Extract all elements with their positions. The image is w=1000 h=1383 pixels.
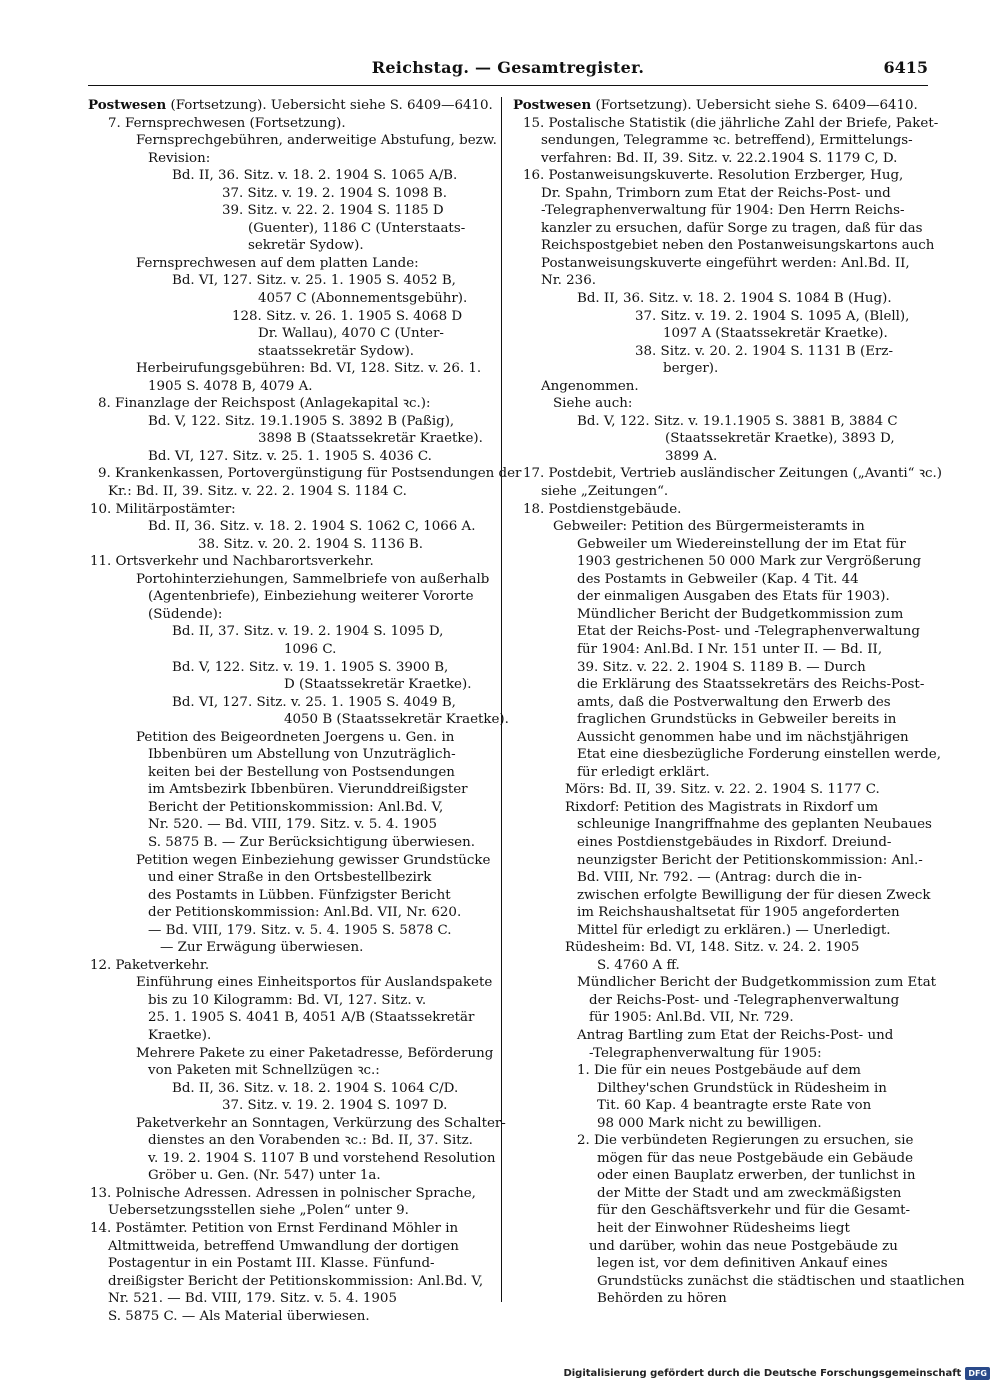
text-line: 39. Sitz. v. 22. 2. 1904 S. 1185 D <box>222 203 444 219</box>
text-line: der Petitionskommission: Anl.Bd. VII, Nr. 620. <box>148 905 462 921</box>
text-line: 17. Postdebit, Vertrieb ausländischer Zeitungen („Avanti“ ꝛc.) <box>523 466 943 482</box>
text-line: Bd. II, 37. Sitz. v. 19. 2. 1904 S. 1095 D, <box>172 624 444 640</box>
text-line: Rixdorf: Petition des Magistrats in Rixdorf um <box>565 799 879 815</box>
text-line: Kr.: Bd. II, 39. Sitz. v. 22. 2. 1904 S. 1184 C. <box>108 484 407 500</box>
text-line: und darüber, wohin das neue Postgebäude zu <box>589 1238 898 1254</box>
text-line: Uebersetzungsstellen siehe „Polen“ unter 9. <box>108 1203 409 1219</box>
text-line: Bd. V, 122. Sitz. 19.1.1905 S. 3892 B (Paßig), <box>148 413 455 429</box>
text-line: sendungen, Telegramme ꝛc. betreffend), Ermittelungs- <box>541 133 913 149</box>
text-line: Postwesen (Fortsetzung). Uebersicht siehe S. 6409—6410. <box>88 97 493 113</box>
text-line: Gröber u. Gen. (Nr. 547) unter 1a. <box>148 1168 381 1184</box>
text-line: Mehrere Pakete zu einer Paketadresse, Beförderung <box>136 1045 494 1061</box>
text-line: Dr. Spahn, Trimborn zum Etat der Reichs-Post- und <box>541 185 891 201</box>
text-line: Ibbenbüren um Abstellung von Unzuträglich- <box>148 747 456 763</box>
text-line: Bd. II, 36. Sitz. v. 18. 2. 1904 S. 1062 C, 1066 A. <box>148 519 476 535</box>
text-line: 37. Sitz. v. 19. 2. 1904 S. 1097 D. <box>222 1098 448 1114</box>
text-line: (Guenter), 1186 C (Unterstaats- <box>248 220 466 236</box>
text-line: im Reichshaushaltsetat für 1905 angeforderten <box>577 905 900 921</box>
text-line: 3899 A. <box>665 448 718 464</box>
text-line: der einmaligen Ausgaben des Etats für 1903). <box>577 589 890 605</box>
text-line: Behörden zu hören <box>597 1291 727 1307</box>
text-line: — Bd. VIII, 179. Sitz. v. 5. 4. 1905 S. 5878 C. <box>148 922 452 938</box>
text-line: 16. Postanweisungskuverte. Resolution Erzberger, Hug, <box>523 168 904 184</box>
text-line: Fernsprechwesen auf dem platten Lande: <box>136 255 419 271</box>
left-column <box>88 97 522 1325</box>
text-line: Siehe auch: <box>553 396 633 412</box>
text-line: 1097 A (Staatssekretär Kraetke). <box>663 326 888 342</box>
text-line: Bd. II, 36. Sitz. v. 18. 2. 1904 S. 1084 B (Hug). <box>577 291 892 307</box>
text-line: kanzler zu ersuchen, dafür Sorge zu tragen, daß für das <box>541 220 923 236</box>
text-line: des Postamts in Lübben. Fünfzigster Bericht <box>148 887 451 903</box>
text-line: Mündlicher Bericht der Budgetkommission zum Etat <box>577 975 937 991</box>
text-line: Bd. VI, 127. Sitz. v. 25. 1. 1905 S. 4036 C. <box>148 448 432 464</box>
text-line: 4057 C (Abonnementsgebühr). <box>258 291 468 307</box>
text-line: Postanweisungskuverte eingeführt werden: Anl.Bd. II, <box>541 255 910 271</box>
header-rule <box>88 85 928 86</box>
text-line: heit der Einwohner Rüdesheims liegt <box>597 1221 850 1236</box>
text-line: (Staatssekretär Kraetke), 3893 D, <box>665 431 895 447</box>
text-line: Revision: <box>148 150 211 166</box>
text-line: Gebweiler um Wiedereinstellung der im Etat für <box>577 536 906 552</box>
text-line: Aussicht genommen habe und im nächstjährigen <box>577 729 909 745</box>
text-line: dienstes an den Vorabenden ꝛc.: Bd. II, 37. Sitz. <box>148 1133 473 1149</box>
text-line: legen ist, vor dem definitiven Ankauf eines <box>597 1256 888 1272</box>
text-line: 11. Ortsverkehr und Nachbarortsverkehr. <box>90 554 374 570</box>
text-line: D (Staatssekretär Kraetke). <box>284 677 472 693</box>
text-line: Etat eine diesbezügliche Forderung einstellen werde, <box>577 747 941 763</box>
page-number: 6415 <box>883 58 928 77</box>
text-line: 10. Militärpostämter: <box>90 501 236 517</box>
text-line: Bd. V, 122. Sitz. v. 19.1.1905 S. 3881 B, 3884 C <box>577 413 898 429</box>
text-line: Nr. 520. — Bd. VIII, 179. Sitz. v. 5. 4. 1905 <box>148 817 437 833</box>
footer-credit <box>563 1367 990 1380</box>
text-line: -Telegraphenverwaltung für 1904: Den Herrn Reichs- <box>541 203 905 219</box>
text-line: Bd. II, 36. Sitz. v. 18. 2. 1904 S. 1064 C/D. <box>172 1080 459 1096</box>
text-line: Antrag Bartling zum Etat der Reichs-Post- und <box>577 1027 894 1043</box>
text-line: für erledigt erklärt. <box>577 764 710 780</box>
text-line: Bd. II, 36. Sitz. v. 18. 2. 1904 S. 1065 A/B. <box>172 168 458 184</box>
text-line: verfahren: Bd. II, 39. Sitz. v. 22.2.1904 S. 1179 C, D. <box>541 150 898 166</box>
dfg-logo-icon: DFG <box>965 1367 990 1380</box>
header-title: Reichstag. — Gesamtregister. <box>371 58 645 77</box>
text-line: 37. Sitz. v. 19. 2. 1904 S. 1095 A, (Blell), <box>635 308 910 324</box>
text-line: Paketverkehr an Sonntagen, Verkürzung des Schalter- <box>136 1115 506 1131</box>
text-line: S. 5875 B. — Zur Berücksichtigung überwiesen. <box>148 834 475 850</box>
text-line: 39. Sitz. v. 22. 2. 1904 S. 1189 B. — Durch <box>577 659 866 675</box>
text-line: (Südende): <box>148 606 223 622</box>
text-line: für 1905: Anl.Bd. VII, Nr. 729. <box>589 1010 794 1026</box>
text-line: bis zu 10 Kilogramm: Bd. VI, 127. Sitz. v. <box>148 992 427 1008</box>
text-line: Fernsprechgebühren, anderweitige Abstufung, bezw. <box>136 133 497 149</box>
text-line: Bericht der Petitionskommission: Anl.Bd. V, <box>148 799 444 815</box>
text-line: Etat der Reichs-Post- und -Telegraphenverwaltung <box>577 624 920 640</box>
text-line: Tit. 60 Kap. 4 beantragte erste Rate von <box>597 1098 872 1114</box>
text-line: 2. Die verbündeten Regierungen zu ersuchen, sie <box>577 1133 914 1149</box>
text-line: (Agentenbriefe), Einbeziehung weiterer Vororte <box>148 589 474 605</box>
text-line: berger). <box>663 361 719 377</box>
text-line: Bd. VI, 127. Sitz. v. 25. 1. 1905 S. 4049 B, <box>172 694 456 710</box>
text-line: zwischen erfolgte Bewilligung der für diesen Zweck <box>577 887 931 903</box>
text-line: 38. Sitz. v. 20. 2. 1904 S. 1136 B. <box>198 536 424 552</box>
text-line: 38. Sitz. v. 20. 2. 1904 S. 1131 B (Erz- <box>635 343 893 359</box>
text-line: 25. 1. 1905 S. 4041 B, 4051 A/B (Staatssekretär <box>148 1010 475 1026</box>
text-line: Bd. VIII, Nr. 792. — (Antrag: durch die in- <box>577 870 862 886</box>
text-line: 128. Sitz. v. 26. 1. 1905 S. 4068 D <box>232 308 463 324</box>
text-line: Altmittweida, betreffend Umwandlung der dortigen <box>108 1238 459 1254</box>
text-line: 9. Krankenkassen, Portovergünstigung für Postsendungen der <box>98 466 522 482</box>
text-line: Rüdesheim: Bd. VI, 148. Sitz. v. 24. 2. 1905 <box>565 940 860 956</box>
right-column <box>513 97 965 1308</box>
text-line: S. 4760 A ff. <box>597 957 680 973</box>
text-line: Mündlicher Bericht der Budgetkommission zum <box>577 606 904 622</box>
text-line: Dr. Wallau), 4070 C (Unter- <box>258 326 444 342</box>
text-line: mögen für das neue Postgebäude ein Gebäude <box>597 1150 914 1166</box>
text-line: 37. Sitz. v. 19. 2. 1904 S. 1098 B. <box>222 185 448 201</box>
text-line: des Postamts in Gebweiler (Kap. 4 Tit. 44 <box>577 571 859 587</box>
text-line: Bd. V, 122. Sitz. v. 19. 1. 1905 S. 3900 B, <box>172 659 449 675</box>
text-line: 14. Postämter. Petition von Ernst Ferdinand Möhler in <box>90 1221 459 1236</box>
text-line: 7. Fernsprechwesen (Fortsetzung). <box>108 115 346 131</box>
footer-text: Digitalisierung gefördert durch die Deutsche Forschungsgemeinschaft <box>563 1368 962 1379</box>
text-line: 18. Postdienstgebäude. <box>523 501 682 517</box>
text-line: dreißigster Bericht der Petitionskommission: Anl.Bd. V, <box>108 1273 484 1289</box>
text-line: 1. Die für ein neues Postgebäude auf dem <box>577 1063 862 1079</box>
text-line: von Paketen mit Schnellzügen ꝛc.: <box>148 1063 380 1079</box>
text-line: Reichspostgebiet neben den Postanweisungskartons auch <box>541 238 935 254</box>
text-line: Mörs: Bd. II, 39. Sitz. v. 22. 2. 1904 S. 1177 C. <box>565 782 880 798</box>
text-line: amts, daß die Postverwaltung den Erwerb des <box>577 694 891 710</box>
text-line: — Zur Erwägung überwiesen. <box>160 940 364 956</box>
text-line: für den Geschäftsverkehr und für die Gesamt- <box>597 1203 911 1219</box>
text-line: Kraetke). <box>148 1027 212 1043</box>
text-line: Gebweiler: Petition des Bürgermeisteramts in <box>553 519 865 535</box>
text-line: siehe „Zeitungen“. <box>541 484 669 500</box>
text-line: der Reichs-Post- und -Telegraphenverwaltung <box>589 992 900 1008</box>
text-line: 3898 B (Staatssekretär Kraetke). <box>258 431 483 447</box>
text-line: Postwesen (Fortsetzung). Uebersicht siehe S. 6409—6410. <box>513 97 918 113</box>
text-line: Herbeirufungsgebühren: Bd. VI, 128. Sitz. v. 26. 1. <box>136 361 482 377</box>
text-line: Mittel für erledigt zu erklären.) — Unerledigt. <box>577 922 891 938</box>
page-header <box>88 58 928 82</box>
text-line: 8. Finanzlage der Reichspost (Anlagekapital ꝛc.): <box>98 396 431 412</box>
text-line: Postagentur in ein Postamt III. Klasse. Fünfund- <box>108 1256 435 1272</box>
text-line: Einführung eines Einheitsportos für Auslandspakete <box>136 975 493 991</box>
text-line: Petition des Beigeordneten Joergens u. Gen. in <box>136 729 455 745</box>
text-line: 1905 S. 4078 B, 4079 A. <box>148 378 313 394</box>
text-line: und einer Straße in den Ortsbestellbezirk <box>148 870 432 886</box>
text-line: Grundstücks zunächst die städtischen und staatlichen <box>597 1273 965 1289</box>
text-line: für 1904: Anl.Bd. I Nr. 151 unter II. — Bd. II, <box>577 641 883 657</box>
text-line: staatssekretär Sydow). <box>258 343 415 359</box>
text-line: fraglichen Grundstücks in Gebweiler bereits in <box>577 712 897 728</box>
text-line: im Amtsbezirk Ibbenbüren. Vierunddreißigster <box>148 782 468 798</box>
text-line: oder einen Bauplatz erwerben, der tunlichst in <box>597 1168 916 1184</box>
text-line: -Telegraphenverwaltung für 1905: <box>589 1045 822 1061</box>
text-line: der Mitte der Stadt und am zweckmäßigsten <box>597 1185 902 1201</box>
text-line: Bd. VI, 127. Sitz. v. 25. 1. 1905 S. 4052 B, <box>172 273 456 289</box>
text-line: eines Postdienstgebäudes in Rixdorf. Dreiund- <box>577 834 892 850</box>
text-line: schleunige Inangriffnahme des geplanten Neubaues <box>577 817 932 833</box>
text-line: v. 19. 2. 1904 S. 1107 B und vorstehend Resolution <box>148 1150 496 1166</box>
column-divider <box>501 97 502 1302</box>
text-line: 98 000 Mark nicht zu bewilligen. <box>597 1115 822 1131</box>
text-line: S. 5875 C. — Als Material überwiesen. <box>108 1308 370 1324</box>
text-line: 4050 B (Staatssekretär Kraetke). <box>284 712 509 728</box>
text-line: die Erklärung des Staatssekretärs des Reichs-Post- <box>577 677 925 693</box>
text-line: keiten bei der Bestellung von Postsendungen <box>148 764 455 780</box>
text-line: sekretär Sydow). <box>248 238 364 254</box>
text-line: Nr. 236. <box>541 273 596 289</box>
text-line: 15. Postalische Statistik (die jährliche Zahl der Briefe, Paket- <box>523 115 939 131</box>
text-line: Nr. 521. — Bd. VIII, 179. Sitz. v. 5. 4. 1905 <box>108 1291 397 1307</box>
text-line: Petition wegen Einbeziehung gewisser Grundstücke <box>136 852 491 868</box>
text-line: neunzigster Bericht der Petitionskommission: Anl.- <box>577 852 923 868</box>
text-line: 12. Paketverkehr. <box>90 957 210 973</box>
text-line: Dilthey'schen Grundstück in Rüdesheim in <box>597 1080 887 1096</box>
text-line: Portohinterziehungen, Sammelbriefe von außerhalb <box>136 571 490 587</box>
text-line: Angenommen. <box>541 378 639 394</box>
text-line: 1903 gestrichenen 50 000 Mark zur Vergrößerung <box>577 554 922 570</box>
text-line: 13. Polnische Adressen. Adressen in polnischer Sprache, <box>90 1185 476 1201</box>
text-line: 1096 C. <box>284 641 337 657</box>
